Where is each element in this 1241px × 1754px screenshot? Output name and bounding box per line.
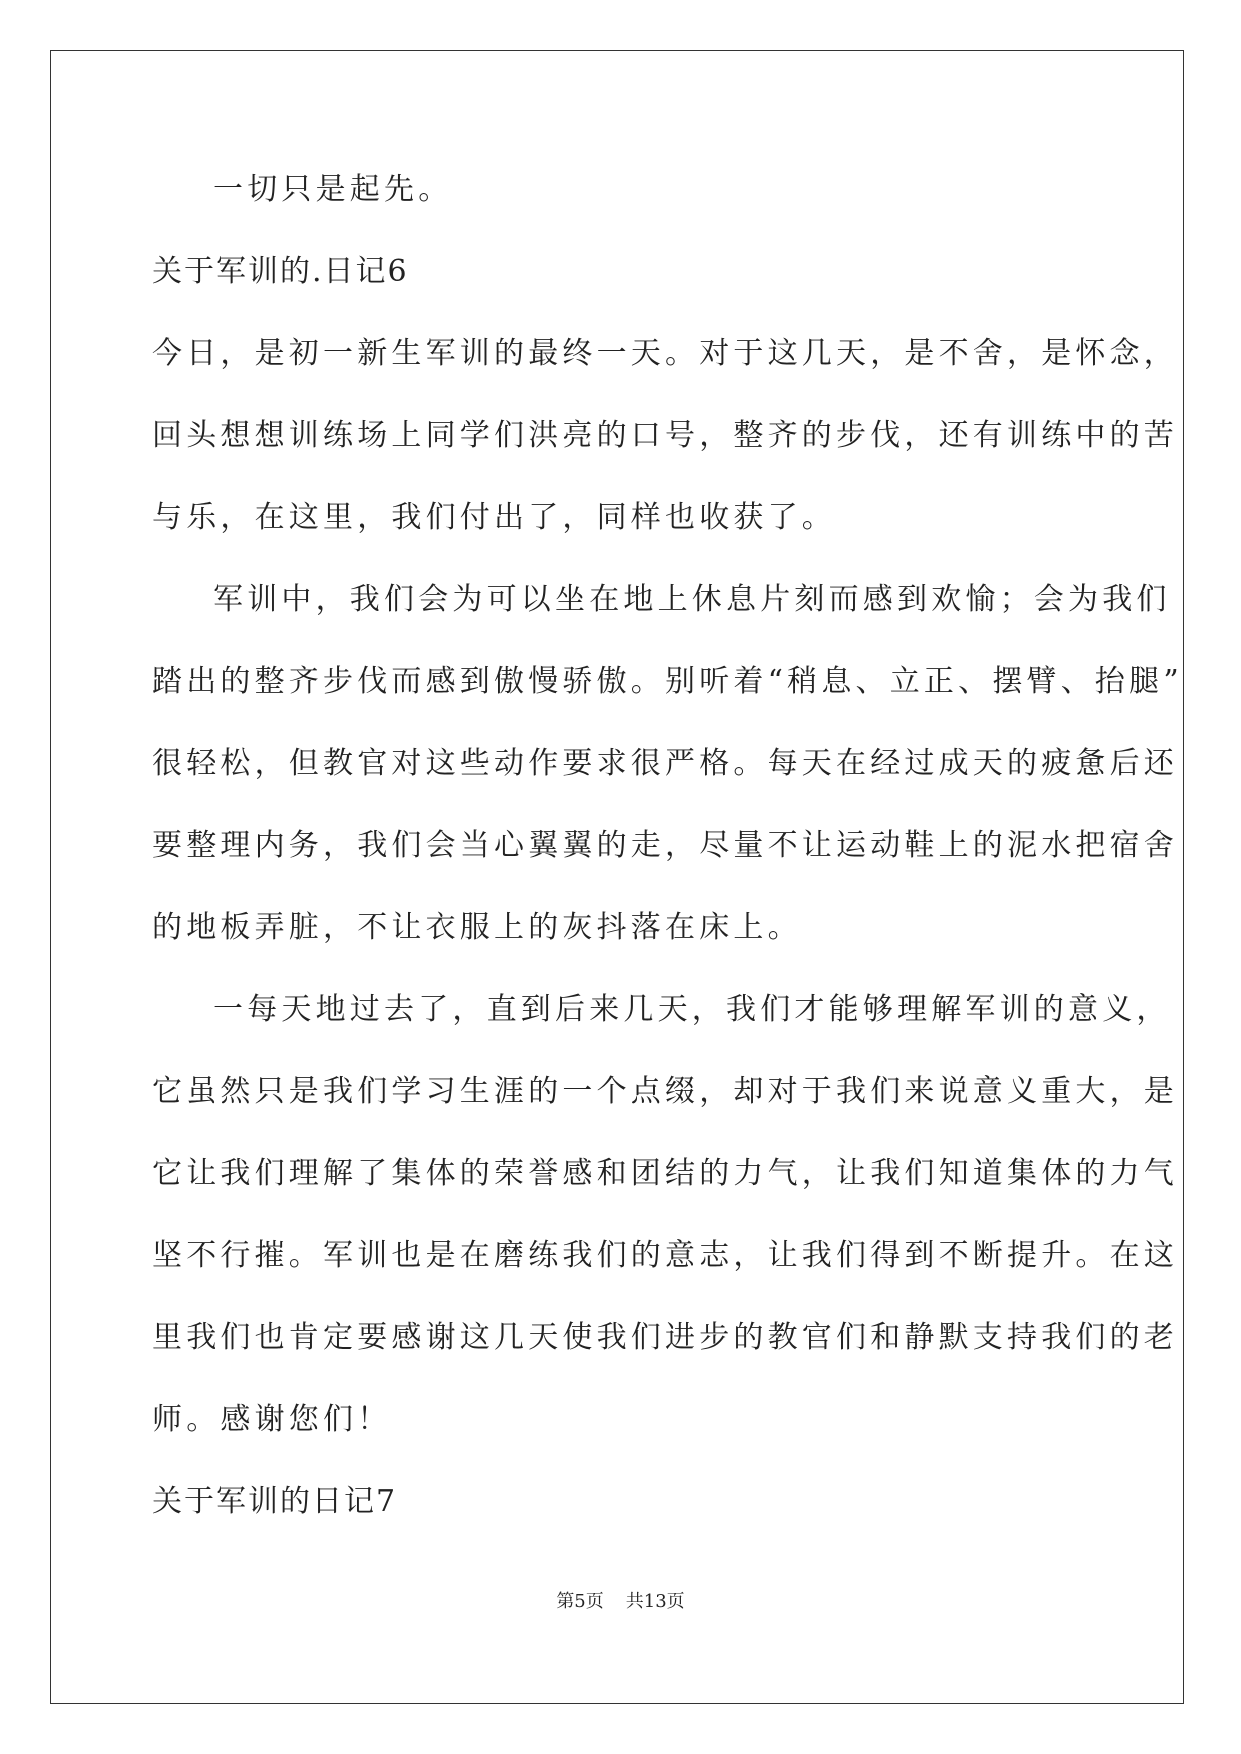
paragraph-line: 里我们也肯定要感谢这几天使我们进步的教官们和静默支持我们的老 — [152, 1320, 1178, 1355]
paragraph-line: 回头想想训练场上同学们洪亮的口号，整齐的步伐，还有训练中的苦 — [152, 418, 1178, 453]
page-border — [50, 50, 1184, 1704]
paragraph-line: 一切只是起先。 — [213, 172, 453, 207]
paragraph-line: 军训中，我们会为可以坐在地上休息片刻而感到欢愉；会为我们 — [213, 582, 1171, 617]
page-number: 第5页 — [556, 1591, 604, 1612]
paragraph-line: 坚不行摧。军训也是在磨练我们的意志，让我们得到不断提升。在这 — [152, 1238, 1178, 1273]
paragraph-line: 它虽然只是我们学习生涯的一个点缀，却对于我们来说意义重大，是 — [152, 1074, 1178, 1109]
paragraph-line: 师。感谢您们！ — [152, 1402, 392, 1437]
paragraph-line: 要整理内务，我们会当心翼翼的走，尽量不让运动鞋上的泥水把宿舍 — [152, 828, 1178, 863]
paragraph-line: 今日，是初一新生军训的最终一天。对于这几天，是不舍，是怀念， — [152, 336, 1178, 371]
paragraph-line: 它让我们理解了集体的荣誉感和团结的力气，让我们知道集体的力气 — [152, 1156, 1178, 1191]
section-heading: 关于军训的.日记6 — [152, 254, 409, 289]
page-footer — [0, 1591, 1241, 1613]
page-total: 共13页 — [625, 1591, 685, 1612]
paragraph-line: 与乐，在这里，我们付出了，同样也收获了。 — [152, 500, 836, 535]
section-heading: 关于军训的日记7 — [152, 1484, 398, 1519]
paragraph-line: 很轻松，但教官对这些动作要求很严格。每天在经过成天的疲惫后还 — [152, 746, 1178, 781]
paragraph-line: 踏出的整齐步伐而感到傲慢骄傲。别听着“稍息、立正、摆臂、抬腿” — [152, 664, 1183, 699]
paragraph-line: 的地板弄脏，不让衣服上的灰抖落在床上。 — [152, 910, 802, 945]
paragraph-line: 一每天地过去了，直到后来几天，我们才能够理解军训的意义， — [213, 992, 1171, 1027]
